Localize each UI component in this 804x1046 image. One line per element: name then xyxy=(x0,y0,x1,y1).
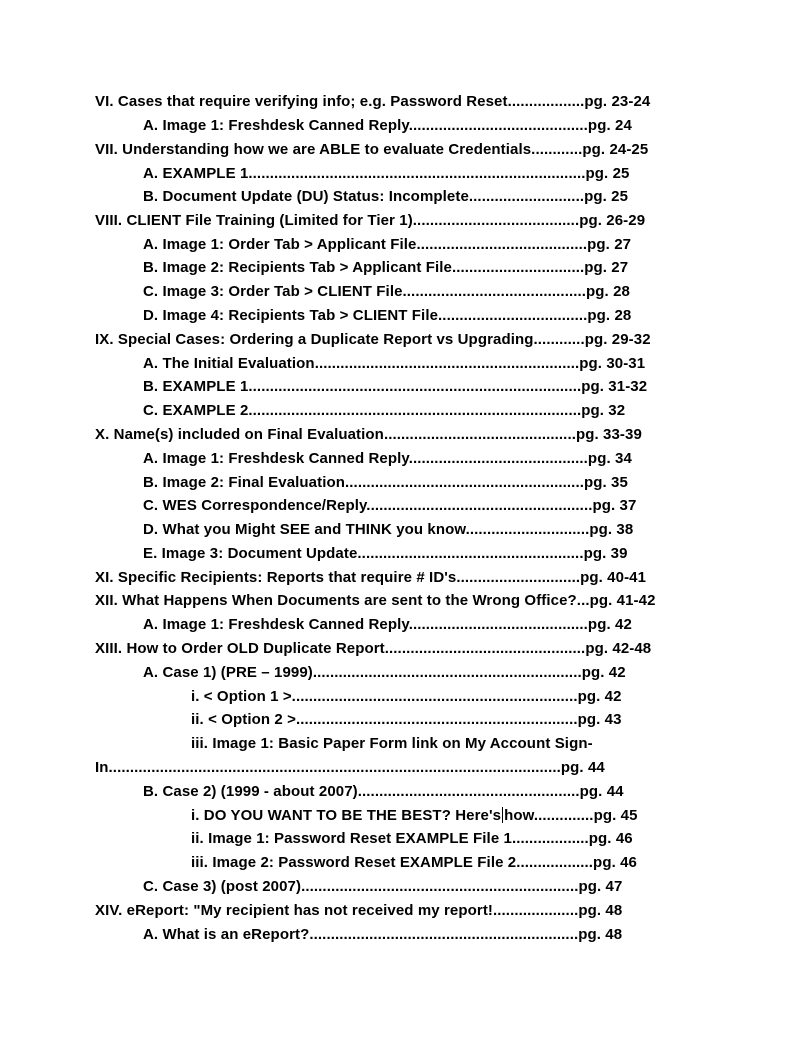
toc-entry-xiii-a-iii-cont: In..........................................................................................................pg. 44 xyxy=(95,759,605,776)
toc-entry-viii-d: D. Image 4: Recipients Tab > CLIENT File...................................pg. 28 xyxy=(143,307,632,324)
toc-entry-xi: XI. Specific Recipients: Reports that require # ID's.............................pg. 40-41 xyxy=(95,569,647,586)
toc-entry-xiii-a-ii: ii. < Option 2 >..................................................................pg. 43 xyxy=(191,711,622,728)
toc-entry-x-b: B. Image 2: Final Evaluation........................................................pg. 35 xyxy=(143,474,628,491)
toc-entry-xiii-a-i: i. < Option 1 >...................................................................pg. 42 xyxy=(191,688,622,705)
toc-entry-xiv-a: A. What is an eReport?...............................................................pg. 48 xyxy=(143,926,623,943)
text-cursor xyxy=(502,807,503,823)
toc-entry-xiv: XIV. eReport: "My recipient has not received my report!....................pg. 48 xyxy=(95,902,623,919)
toc-entry-vii-a: A. EXAMPLE 1...............................................................................pg. 25 xyxy=(143,165,630,182)
toc-entry-xiii-b-ii: ii. Image 1: Password Reset EXAMPLE File 1..................pg. 46 xyxy=(191,830,633,847)
toc-entry-ix-b: B. EXAMPLE 1..............................................................................pg. 31-32 xyxy=(143,378,648,395)
toc-entry-vii-b: B. Document Update (DU) Status: Incomplete...........................pg. 25 xyxy=(143,188,629,205)
toc-entry-x-e: E. Image 3: Document Update.....................................................pg. 39 xyxy=(143,545,628,562)
toc-entry-viii-c: C. Image 3: Order Tab > CLIENT File...........................................pg. 28 xyxy=(143,283,630,300)
toc-entry-vii: VII. Understanding how we are ABLE to evaluate Credentials............pg. 24-25 xyxy=(95,141,649,158)
toc-entry-ix: IX. Special Cases: Ordering a Duplicate Report vs Upgrading............pg. 29-32 xyxy=(95,331,651,348)
toc-entry-xii-a: A. Image 1: Freshdesk Canned Reply..........................................pg. 42 xyxy=(143,616,632,633)
toc-entry-vi-a: A. Image 1: Freshdesk Canned Reply..........................................pg. 24 xyxy=(143,117,632,134)
toc-entry-xii: XII. What Happens When Documents are sent to the Wrong Office?...pg. 41-42 xyxy=(95,592,656,609)
toc-entry-ix-c: C. EXAMPLE 2..............................................................................pg. 32 xyxy=(143,402,626,419)
toc-entry-xiii-b: B. Case 2) (1999 - about 2007)....................................................pg. 44 xyxy=(143,783,624,800)
toc-entry-xiii-a-iii: iii. Image 1: Basic Paper Form link on My Account Sign- xyxy=(191,735,593,752)
toc-entry-x-a: A. Image 1: Freshdesk Canned Reply..........................................pg. 34 xyxy=(143,450,632,467)
toc-entry-xiii-b-i xyxy=(191,807,638,825)
toc-entry-ix-a: A. The Initial Evaluation..............................................................pg. 30-31 xyxy=(143,355,646,372)
toc-entry-viii-a: A. Image 1: Order Tab > Applicant File........................................pg. 27 xyxy=(143,236,632,253)
toc-entry-vi: VI. Cases that require verifying info; e.g. Password Reset..................pg. 23-24 xyxy=(95,93,651,110)
toc-entry-xiii: XIII. How to Order OLD Duplicate Report...............................................pg. 42-48 xyxy=(95,640,652,657)
toc-entry-viii-b: B. Image 2: Recipients Tab > Applicant File...............................pg. 27 xyxy=(143,259,629,276)
toc-entry-xiii-b-i-tail: how..............pg. 45 xyxy=(504,807,638,824)
toc-entry-xiii-b-iii: iii. Image 2: Password Reset EXAMPLE File 2..................pg. 46 xyxy=(191,854,637,871)
toc-entry-x-d: D. What you Might SEE and THINK you know.............................pg. 38 xyxy=(143,521,634,538)
toc-entry-viii: VIII. CLIENT File Training (Limited for Tier 1).......................................pg. 26-29 xyxy=(95,212,646,229)
toc-entry-xiii-a: A. Case 1) (PRE – 1999)...............................................................pg. 42 xyxy=(143,664,626,681)
toc-entry-x: X. Name(s) included on Final Evaluation.............................................pg. 33-39 xyxy=(95,426,642,443)
toc-entry-xiii-b-i-text: i. DO YOU WANT TO BE THE BEST? Here's xyxy=(191,807,502,824)
toc-entry-xiii-c: C. Case 3) (post 2007).................................................................pg. 47 xyxy=(143,878,623,895)
toc-entry-x-c: C. WES Correspondence/Reply.....................................................pg. 37 xyxy=(143,497,637,514)
